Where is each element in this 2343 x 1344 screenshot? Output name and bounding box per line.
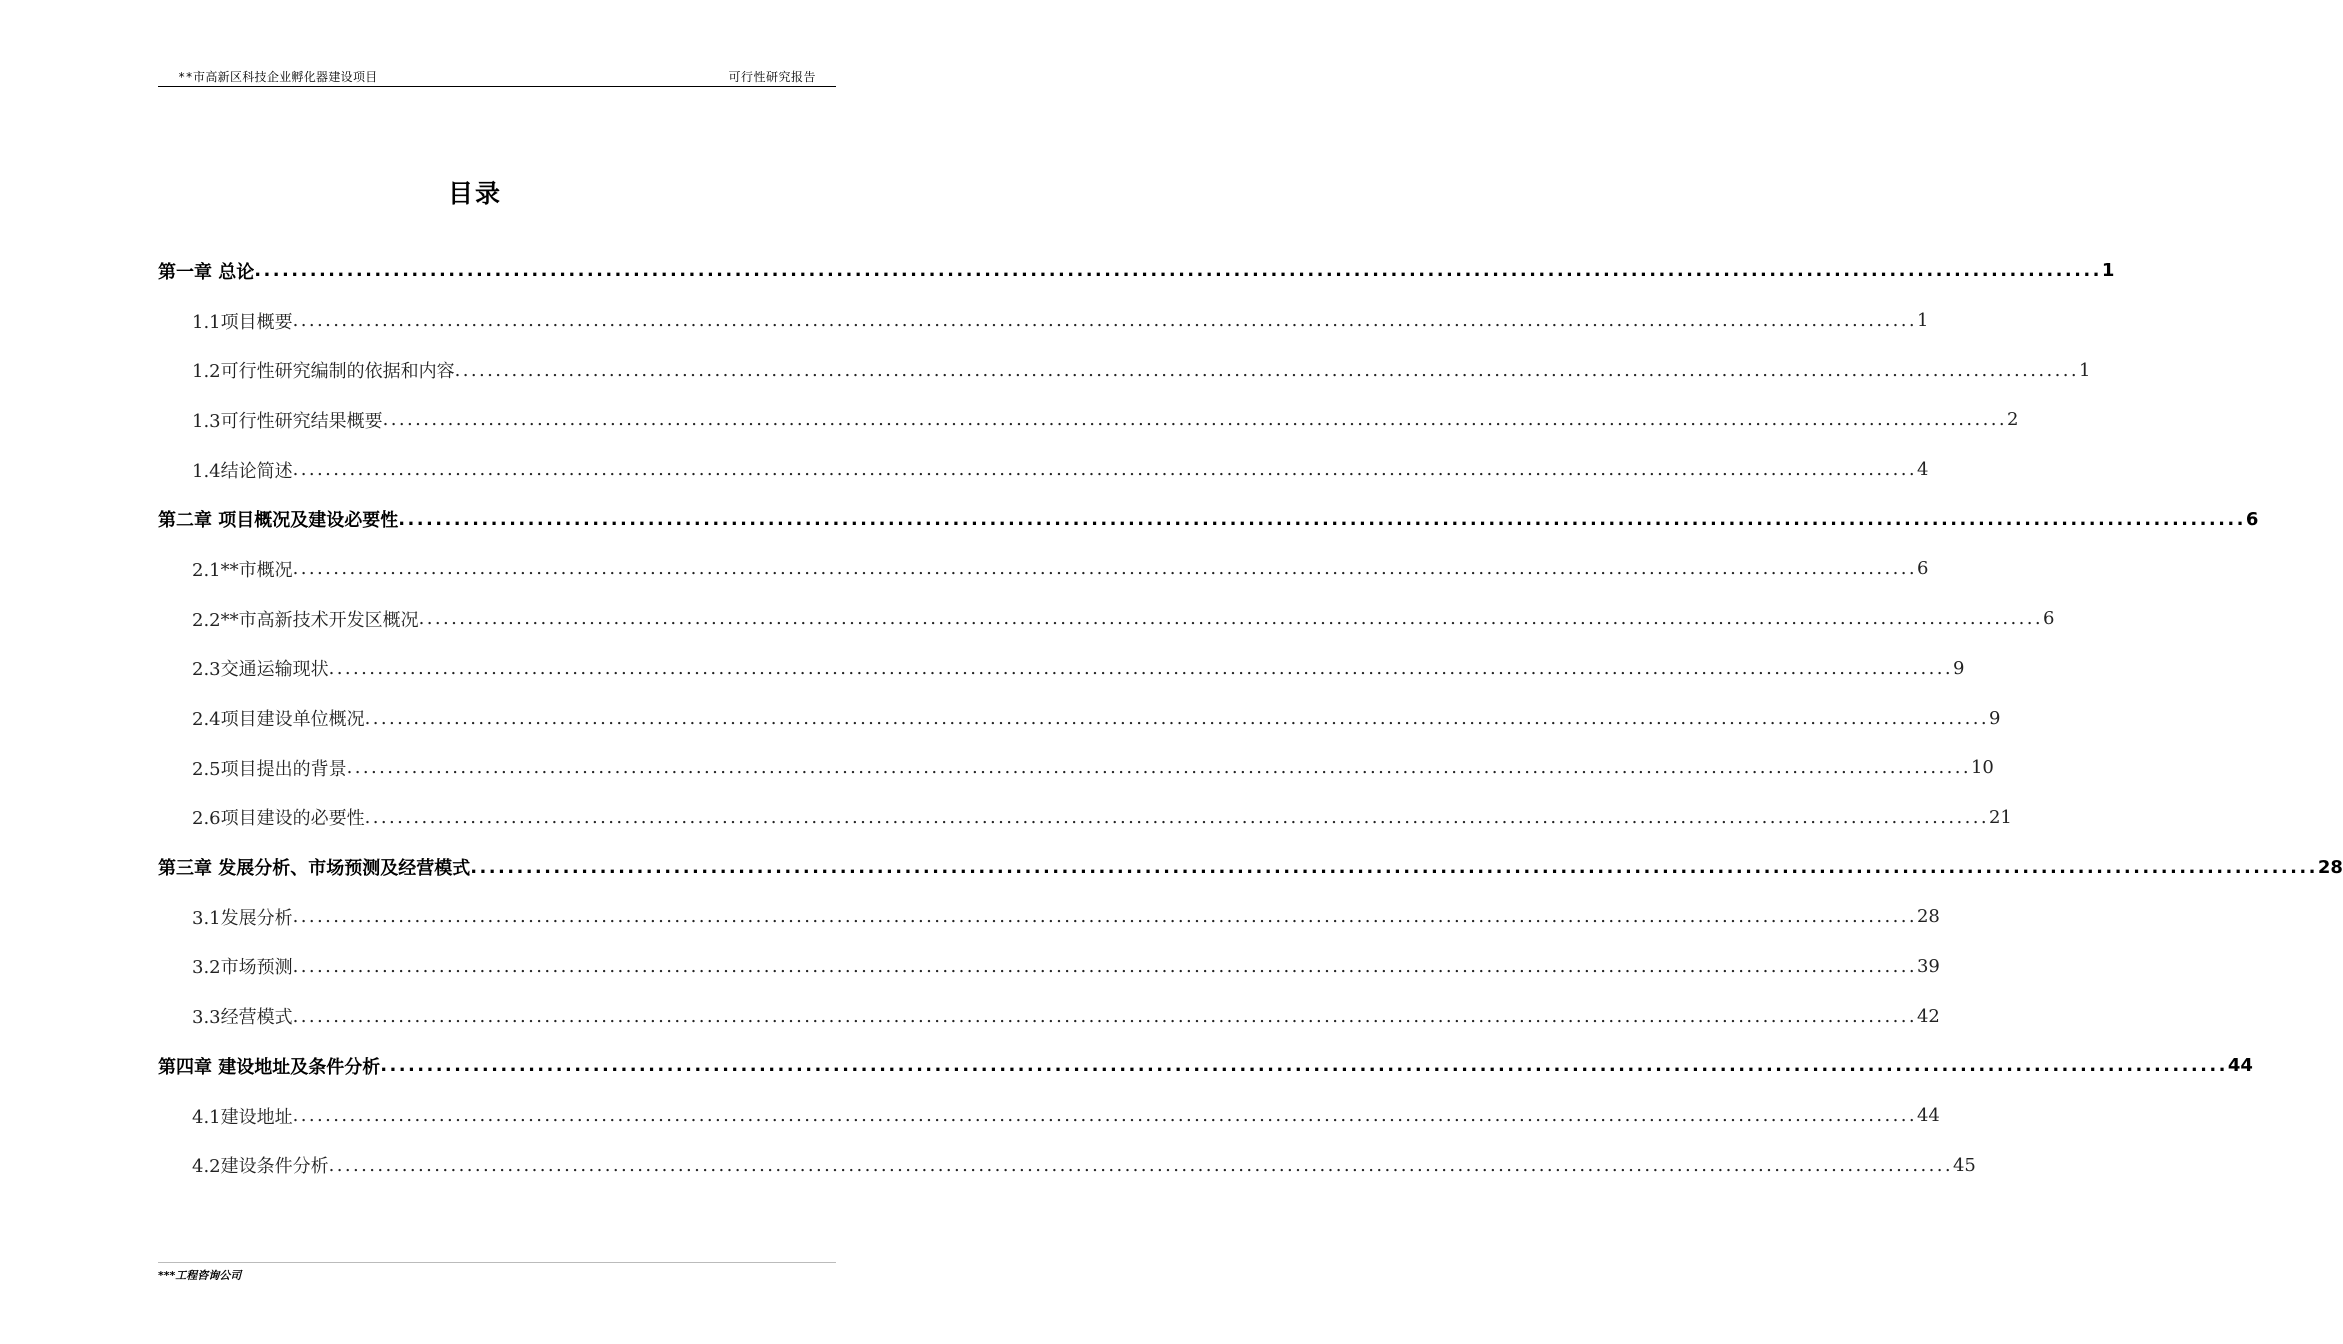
- toc-leader-dots: ........................................................................................................................................................................................................: [292, 1105, 1917, 1127]
- toc-section-entry[interactable]: [158, 594, 2055, 644]
- toc-chapter-entry[interactable]: [158, 246, 2115, 296]
- toc-leader-dots: ........................................................................................................................................................................................................: [328, 657, 1953, 679]
- toc-entry-page: 1: [2078, 359, 2091, 381]
- toc-entry-page: 10: [1970, 757, 1994, 779]
- toc-section-entry[interactable]: [158, 892, 1940, 942]
- toc-entry-page: 28: [1916, 906, 1940, 928]
- toc-entry-title: 第二章 项目概况及建设必要性: [158, 510, 399, 532]
- toc-section-entry[interactable]: [158, 296, 1929, 346]
- footer-company: ***工程咨询公司: [158, 1269, 242, 1282]
- toc-entry-page: 6: [2245, 508, 2259, 530]
- toc-chapter-entry[interactable]: [158, 1041, 2253, 1091]
- toc-entry-page: 44: [2227, 1055, 2253, 1077]
- toc-section-entry[interactable]: [158, 693, 2001, 743]
- toc-leader-dots: ........................................................................................................................................................................................................: [454, 359, 2079, 381]
- toc-section-entry[interactable]: [158, 445, 1929, 495]
- toc-leader-dots: ........................................................................................................................................................................................................: [380, 1055, 2228, 1077]
- toc-section-entry[interactable]: [158, 743, 1994, 793]
- toc-entry-title: 1.1项目概要: [192, 311, 293, 333]
- toc-section-entry[interactable]: [158, 395, 2019, 445]
- toc-section-entry[interactable]: [158, 644, 1965, 694]
- toc-entry-page: 39: [1916, 955, 1940, 977]
- toc-leader-dots: ........................................................................................................................................................................................................: [292, 955, 1917, 977]
- header-project-name: **市高新区科技企业孵化器建设项目: [178, 70, 378, 84]
- toc-leader-dots: ........................................................................................................................................................................................................: [418, 608, 2043, 630]
- toc-entry-page: 4: [1916, 459, 1929, 481]
- toc-entry-title: 第三章 发展分析、市场预测及经营模式: [158, 858, 471, 880]
- toc-chapter-entry[interactable]: [158, 842, 2343, 892]
- toc-leader-dots: ........................................................................................................................................................................................................: [346, 757, 1971, 779]
- toc-entry-page: 9: [1988, 707, 2001, 729]
- toc-entry-title: 4.2建设条件分析: [192, 1156, 329, 1178]
- toc-leader-dots: ........................................................................................................................................................................................................: [382, 409, 2007, 431]
- toc-entry-title: 第四章 建设地址及条件分析: [158, 1056, 381, 1078]
- toc-chapter-entry[interactable]: [158, 494, 2259, 544]
- toc-leader-dots: ........................................................................................................................................................................................................: [398, 508, 2246, 530]
- toc-entry-page: 9: [1952, 657, 1965, 679]
- toc-entry-page: 1: [1916, 310, 1929, 332]
- toc-entry-title: 2.3交通运输现状: [192, 659, 329, 681]
- toc-entry-page: 42: [1916, 1005, 1940, 1027]
- toc-leader-dots: ........................................................................................................................................................................................................: [292, 310, 1917, 332]
- page-footer: [158, 1262, 836, 1282]
- toc-entry-title: 4.1建设地址: [192, 1106, 293, 1128]
- page-header: [158, 66, 836, 87]
- toc-entry-title: 2.6项目建设的必要性: [192, 808, 365, 830]
- toc-leader-dots: ........................................................................................................................................................................................................: [292, 558, 1917, 580]
- toc-entry-title: 第一章 总论: [158, 261, 255, 283]
- toc-entry-page: 2: [2006, 409, 2019, 431]
- toc-entry-title: 2.1**市概况: [192, 559, 293, 581]
- toc-section-entry[interactable]: [158, 1091, 1940, 1141]
- toc-entry-page: 6: [2042, 608, 2055, 630]
- toc-leader-dots: ........................................................................................................................................................................................................: [328, 1154, 1953, 1176]
- toc-entry-page: 21: [1988, 806, 2012, 828]
- toc-entry-title: 1.3可行性研究结果概要: [192, 410, 383, 432]
- toc-entry-title: 2.2**市高新技术开发区概况: [192, 609, 419, 631]
- toc-leader-dots: ........................................................................................................................................................................................................: [254, 260, 2102, 282]
- table-of-contents: [158, 246, 2343, 1190]
- toc-entry-page: 44: [1916, 1105, 1940, 1127]
- toc-section-entry[interactable]: [158, 793, 2012, 843]
- toc-leader-dots: ........................................................................................................................................................................................................: [364, 806, 1989, 828]
- toc-entry-title: 1.2可行性研究编制的依据和内容: [192, 361, 455, 383]
- toc-section-entry[interactable]: [158, 1140, 1976, 1190]
- toc-leader-dots: ........................................................................................................................................................................................................: [292, 1005, 1917, 1027]
- toc-leader-dots: ........................................................................................................................................................................................................: [364, 707, 1989, 729]
- toc-leader-dots: ........................................................................................................................................................................................................: [292, 906, 1917, 928]
- toc-entry-title: 2.5项目提出的背景: [192, 758, 347, 780]
- toc-entry-title: 3.2市场预测: [192, 957, 293, 979]
- toc-leader-dots: ........................................................................................................................................................................................................: [470, 856, 2318, 878]
- toc-entry-page: 6: [1916, 558, 1929, 580]
- toc-entry-title: 3.3经营模式: [192, 1007, 293, 1029]
- toc-entry-page: 1: [2101, 260, 2115, 282]
- toc-section-entry[interactable]: [158, 345, 2091, 395]
- toc-entry-page: 28: [2317, 856, 2343, 878]
- toc-entry-page: 45: [1952, 1154, 1976, 1176]
- toc-entry-title: 3.1发展分析: [192, 907, 293, 929]
- toc-entry-title: 1.4结论简述: [192, 460, 293, 482]
- toc-leader-dots: ........................................................................................................................................................................................................: [292, 459, 1917, 481]
- toc-section-entry[interactable]: [158, 942, 1940, 992]
- toc-section-entry[interactable]: [158, 544, 1929, 594]
- toc-title: 目录: [447, 179, 502, 208]
- header-report-type: 可行性研究报告: [728, 70, 816, 84]
- toc-entry-title: 2.4项目建设单位概况: [192, 709, 365, 731]
- toc-section-entry[interactable]: [158, 991, 1940, 1041]
